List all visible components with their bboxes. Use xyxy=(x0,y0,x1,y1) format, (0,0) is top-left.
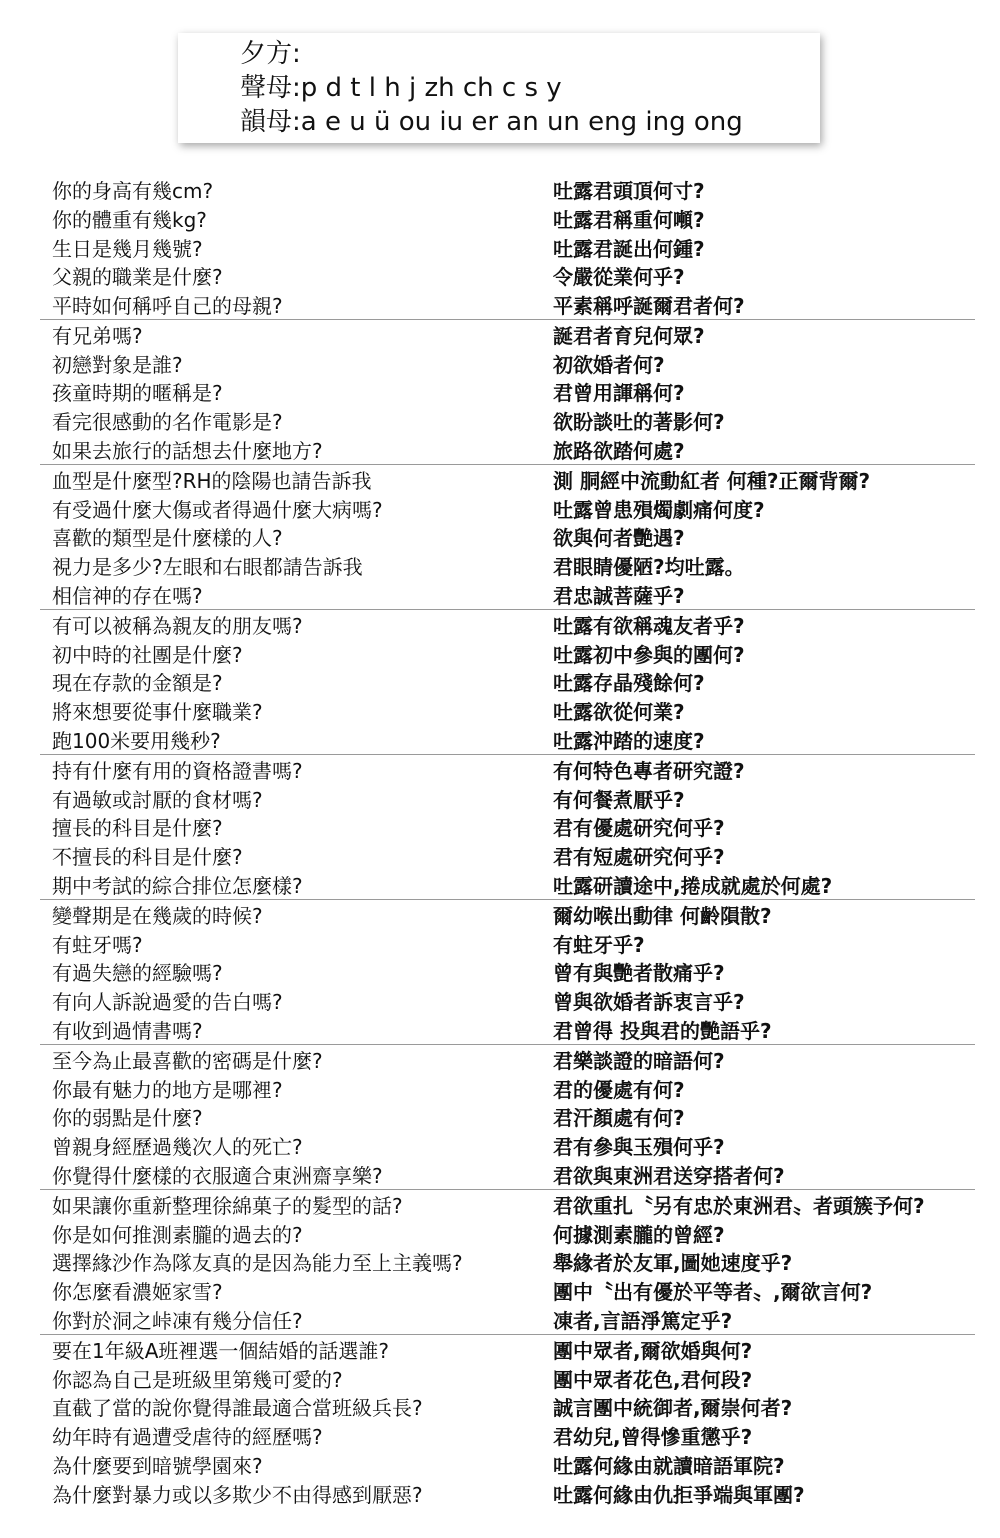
qa-row xyxy=(40,1103,975,1132)
answer-text: 爾幼喉出動律 何齡隕散? xyxy=(553,903,772,928)
qa-row xyxy=(40,435,975,464)
qa-row xyxy=(40,929,975,958)
answer-text: 君樂談證的暗語何? xyxy=(553,1048,725,1073)
qa-group xyxy=(40,1045,975,1190)
question-text: 你怎麼看濃姬家雪? xyxy=(52,1280,223,1305)
qa-row xyxy=(40,233,975,262)
qa-row xyxy=(40,523,975,552)
question-text: 你覺得什麼樣的衣服適合東洲齋享樂? xyxy=(52,1164,383,1188)
question-text: 喜歡的類型是什麼樣的人? xyxy=(52,526,283,551)
answer-text: 吐露君稱重何噸? xyxy=(553,207,705,232)
question-text: 有收到過情書嗎? xyxy=(52,1019,203,1044)
answer-text: 曾與欲婚者訴衷言乎? xyxy=(553,990,745,1015)
qa-row xyxy=(40,784,975,813)
qa-row xyxy=(40,580,975,609)
qa-row xyxy=(40,261,975,290)
answer-text: 平素稱呼誕爾君者何? xyxy=(553,294,745,319)
qa-row xyxy=(40,841,975,870)
qa-table xyxy=(40,175,975,1508)
qa-row xyxy=(40,755,975,784)
qa-row xyxy=(40,725,975,754)
question-text: 血型是什麼型?RH的陰陽也請告訴我 xyxy=(52,468,372,493)
qa-row xyxy=(40,958,975,987)
question-text: 你對於洞之峠凍有幾分信任? xyxy=(52,1308,303,1333)
question-text: 有兄弟嗎? xyxy=(52,323,143,348)
qa-row xyxy=(40,696,975,725)
qa-row xyxy=(40,175,975,204)
answer-text: 君的優處有何? xyxy=(553,1077,685,1102)
qa-row xyxy=(40,349,975,378)
qa-group xyxy=(40,610,975,755)
question-text: 你的弱點是什麼? xyxy=(52,1106,203,1131)
qa-row xyxy=(40,870,975,899)
question-text: 有過失戀的經驗嗎? xyxy=(52,961,223,986)
answer-text: 吐露何緣由仇拒爭端與軍團? xyxy=(553,1482,805,1507)
answer-text: 何據測素朧的曾經? xyxy=(553,1222,725,1247)
answer-text: 誠言團中統御者,爾崇何者? xyxy=(553,1396,793,1421)
answer-text: 吐露有欲稱魂友者乎? xyxy=(553,613,745,638)
question-text: 生日是幾月幾號? xyxy=(52,236,203,261)
question-text: 持有什麼有用的資格證書嗎? xyxy=(52,758,303,783)
answer-text: 欲與何者艷遇? xyxy=(553,526,685,551)
qa-row xyxy=(40,639,975,668)
answer-text: 有何特色專者研究證? xyxy=(553,758,745,783)
question-text: 至今為止最喜歡的密碼是什麼? xyxy=(52,1048,323,1073)
qa-group xyxy=(40,900,975,1045)
qa-row xyxy=(40,1450,975,1479)
question-text: 父親的職業是什麼? xyxy=(52,265,223,290)
question-text: 擅長的科目是什麼? xyxy=(52,816,223,841)
question-text: 看完很感動的名作電影是? xyxy=(52,410,283,435)
answer-text: 吐露何緣由就讀暗語軍院? xyxy=(553,1453,785,1478)
question-text: 初中時的社團是什麼? xyxy=(52,642,243,667)
answer-text: 欲盼談吐的著影何? xyxy=(553,410,725,435)
question-text: 有受過什麼大傷或者得過什麼大病嗎? xyxy=(52,497,383,522)
question-text: 有向人訴說過愛的告白嗎? xyxy=(52,990,283,1015)
qa-row xyxy=(40,1219,975,1248)
answer-text: 吐露存晶殘餘何? xyxy=(553,671,705,696)
answer-text: 君有優處研究何乎? xyxy=(553,816,725,841)
answer-text: 誕君者育兒何眾? xyxy=(553,323,705,348)
qa-row xyxy=(40,1392,975,1421)
question-text: 有可以被稱為親友的朋友嗎? xyxy=(52,613,303,638)
question-text: 變聲期是在幾歲的時候? xyxy=(52,903,263,928)
question-text: 不擅長的科目是什麼? xyxy=(52,845,243,870)
question-text: 曾親身經歷過幾次人的死亡? xyxy=(52,1135,303,1160)
qa-row xyxy=(40,290,975,319)
answer-text: 君有短處研究何乎? xyxy=(553,845,725,870)
answer-text: 凍者,言語淨篤定乎? xyxy=(553,1308,733,1333)
question-text: 直截了當的說你覺得誰最適合當班級兵長? xyxy=(52,1396,423,1421)
answer-text: 吐露君誕出何鍾? xyxy=(553,236,705,261)
qa-row xyxy=(40,204,975,233)
qa-row xyxy=(40,986,975,1015)
answer-text: 有蛀牙乎? xyxy=(553,932,645,957)
question-text: 有蛀牙嗎? xyxy=(52,932,143,957)
answer-text: 吐露欲從何業? xyxy=(553,700,685,725)
answer-text: 令嚴從業何乎? xyxy=(553,265,685,290)
question-text: 為什麼要到暗號學園來? xyxy=(52,1453,263,1478)
question-text: 相信神的存在嗎? xyxy=(52,584,203,609)
question-text: 你的身高有幾cm? xyxy=(52,178,214,203)
qa-row xyxy=(40,406,975,435)
qa-row xyxy=(40,320,975,349)
answer-text: 君欲與東洲君送穿搭者何? xyxy=(553,1164,785,1188)
question-text: 如果讓你重新整理徐綿菓子的髮型的話? xyxy=(52,1193,403,1218)
qa-row xyxy=(40,1131,975,1160)
qa-row xyxy=(40,1247,975,1276)
answer-text: 君幼兒,曾得慘重懲乎? xyxy=(553,1425,753,1450)
question-text: 視力是多少?左眼和右眼都請告訴我 xyxy=(52,555,363,580)
header-title: 夕方: xyxy=(240,39,301,69)
question-text: 幼年時有過遭受虐待的經歷嗎? xyxy=(52,1425,323,1450)
question-text: 跑100米要用幾秒? xyxy=(52,729,221,754)
answer-text: 團中眾者,爾欲婚與何? xyxy=(553,1338,753,1363)
qa-row xyxy=(40,900,975,929)
question-text: 你最有魅力的地方是哪裡? xyxy=(52,1077,283,1102)
answer-text: 曾有與艷者散痛乎? xyxy=(553,961,725,986)
qa-row xyxy=(40,668,975,697)
question-text: 你的體重有幾kg? xyxy=(52,207,207,232)
answer-text: 吐露研讀途中,捲成就處於何處? xyxy=(553,874,833,899)
phonetics-header-card xyxy=(178,33,820,143)
question-text: 平時如何稱呼自己的母親? xyxy=(52,294,283,319)
qa-row xyxy=(40,494,975,523)
qa-row xyxy=(40,1276,975,1305)
answer-text: 吐露君頭頂何寸? xyxy=(553,178,705,203)
question-text: 初戀對象是誰? xyxy=(52,352,183,377)
question-text: 將來想要從事什麼職業? xyxy=(52,700,263,725)
answer-text: 吐露初中參與的團何? xyxy=(553,642,745,667)
qa-row xyxy=(40,1190,975,1219)
qa-row xyxy=(40,610,975,639)
answer-text: 舉緣者於友軍,圖她速度乎? xyxy=(553,1251,793,1276)
answer-text: 君汗顏處有何? xyxy=(553,1106,685,1131)
qa-group xyxy=(40,175,975,320)
answer-text: 有何餐煮厭乎? xyxy=(553,787,685,812)
question-text: 選擇緣沙作為隊友真的是因為能力至上主義嗎? xyxy=(52,1251,463,1276)
qa-row xyxy=(40,1364,975,1393)
question-text: 為什麼對暴力或以多欺少不由得感到厭惡? xyxy=(52,1482,423,1507)
qa-row xyxy=(40,378,975,407)
answer-text: 初欲婚者何? xyxy=(553,352,665,377)
question-text: 要在1年級A班裡選一個結婚的話選誰? xyxy=(52,1338,390,1363)
qa-row xyxy=(40,1479,975,1508)
qa-group xyxy=(40,465,975,610)
qa-group xyxy=(40,1190,975,1335)
question-text: 你認為自己是班級里第幾可愛的? xyxy=(52,1367,343,1392)
answer-text: 旅路欲踏何處? xyxy=(553,439,685,464)
answer-text: 吐露曾患殞燭劇痛何度? xyxy=(553,497,765,522)
header-initials: 聲母:p d t l h j zh ch c s y xyxy=(240,73,562,103)
answer-text: 君曾用諢稱何? xyxy=(553,381,685,406)
question-text: 有過敏或討厭的食材嗎? xyxy=(52,787,263,812)
answer-text: 團中〝出有優於平等者〟,爾欲言何? xyxy=(553,1280,873,1305)
qa-row xyxy=(40,813,975,842)
question-text: 你是如何推測素朧的過去的? xyxy=(52,1222,303,1247)
qa-row xyxy=(40,1160,975,1189)
question-text: 孩童時期的暱稱是? xyxy=(52,381,223,406)
qa-group xyxy=(40,320,975,465)
qa-row xyxy=(40,1305,975,1334)
answer-text: 吐露沖踏的速度? xyxy=(553,729,705,754)
qa-row xyxy=(40,1074,975,1103)
answer-text: 君欲重扎〝另有忠於東洲君〟者頭簇予何? xyxy=(553,1193,925,1218)
qa-row xyxy=(40,465,975,494)
answer-text: 君眼睛優陋?均吐露。 xyxy=(553,555,745,580)
answer-text: 君有參與玉殞何乎? xyxy=(553,1135,725,1160)
answer-text: 團中眾者花色,君何段? xyxy=(553,1367,753,1392)
qa-row xyxy=(40,1335,975,1364)
qa-row xyxy=(40,1015,975,1044)
answer-text: 君忠誠菩薩乎? xyxy=(553,584,685,609)
qa-row xyxy=(40,1045,975,1074)
qa-row xyxy=(40,551,975,580)
question-text: 現在存款的金額是? xyxy=(52,671,223,696)
question-text: 如果去旅行的話想去什麼地方? xyxy=(52,439,323,464)
qa-group xyxy=(40,755,975,900)
header-finals: 韻母:a e u ü ou iu er an un eng ing ong xyxy=(240,107,743,137)
question-text: 期中考試的綜合排位怎麼樣? xyxy=(52,874,303,899)
qa-row xyxy=(40,1421,975,1450)
answer-text: 君曾得 投與君的艷語乎? xyxy=(553,1019,772,1044)
answer-text: 測 胴經中流動紅者 何種?正爾背爾? xyxy=(553,468,871,493)
qa-group xyxy=(40,1335,975,1508)
